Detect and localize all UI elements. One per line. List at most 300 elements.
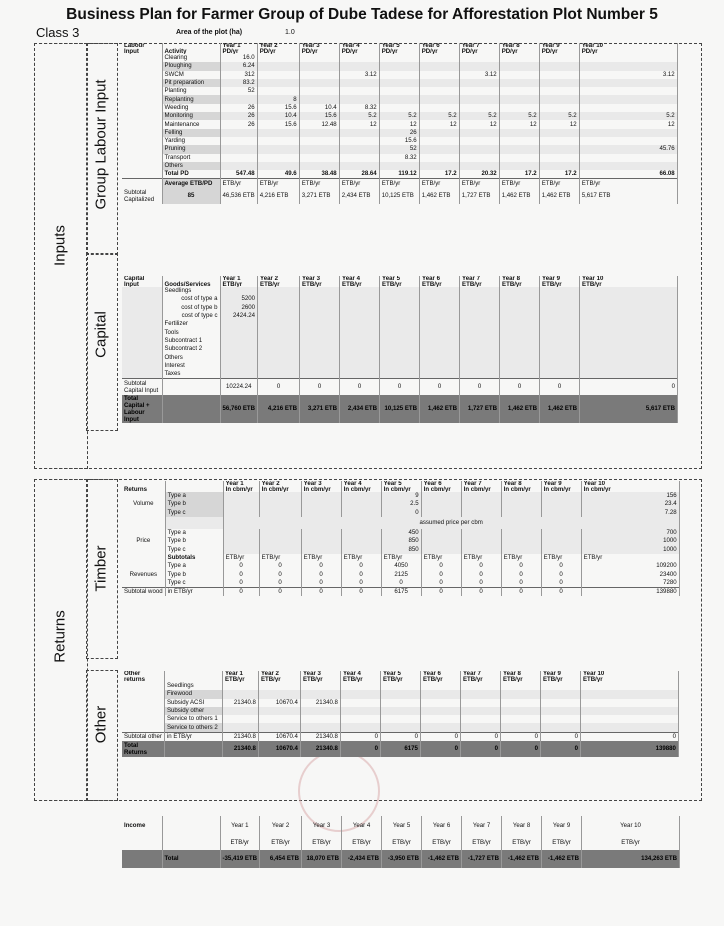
value-cell — [257, 154, 299, 162]
value-cell: 0 — [300, 379, 340, 396]
row-col1 — [122, 682, 164, 690]
value-cell: 83.2 — [220, 79, 257, 87]
value-cell — [258, 715, 300, 723]
value-cell — [379, 87, 419, 95]
value-cell — [541, 509, 581, 517]
value-cell: 0 — [501, 579, 541, 588]
timber-section-label: Timber — [92, 545, 110, 592]
value-cell — [380, 328, 420, 336]
year-header — [460, 276, 500, 287]
row-col1: Volume — [122, 500, 165, 508]
value-cell — [459, 62, 499, 70]
value-cell: 156 — [581, 492, 679, 500]
value-cell — [258, 345, 300, 353]
subtotal-row — [122, 379, 678, 396]
value-cell — [299, 95, 339, 103]
value-cell — [540, 370, 580, 379]
value-cell — [499, 87, 539, 95]
value-cell — [579, 79, 677, 87]
value-cell — [380, 370, 420, 379]
year-header — [341, 481, 381, 492]
value-cell — [420, 690, 460, 698]
value-cell — [258, 707, 300, 715]
year-header — [259, 481, 301, 492]
value-cell: 5.2 — [339, 112, 379, 120]
value-cell — [340, 345, 380, 353]
value-cell — [379, 54, 419, 62]
unit-cell: ETB/yr — [301, 554, 341, 562]
value-cell — [258, 328, 300, 336]
unit-label: ETB/yr — [342, 280, 362, 287]
value-cell — [380, 312, 420, 320]
unit-label: ETB/yr — [302, 280, 322, 287]
value-cell — [500, 699, 540, 707]
value-cell — [300, 295, 340, 303]
value-cell — [300, 362, 340, 370]
value-cell: 0 — [460, 379, 500, 396]
value-cell: 2,434 ETB — [339, 188, 379, 204]
value-cell: 16.0 — [220, 54, 257, 62]
table-row — [122, 71, 677, 79]
value-cell: 52 — [379, 145, 419, 153]
area-value: 1.0 — [285, 29, 295, 36]
value-cell — [220, 129, 257, 137]
value-cell: 8 — [257, 95, 299, 103]
year-header — [300, 671, 340, 682]
value-cell: 0 — [381, 579, 421, 588]
value-cell: 3,271 ETB — [299, 188, 339, 204]
unit-label: PD/yr — [222, 47, 239, 54]
row-col1 — [122, 87, 162, 95]
value-cell — [580, 353, 678, 361]
value-cell: 7.28 — [581, 509, 679, 517]
value-cell — [340, 715, 380, 723]
value-cell: 3.12 — [459, 71, 499, 79]
value-cell — [220, 154, 257, 162]
year-label: Year 1 — [225, 481, 244, 487]
table-row — [122, 62, 677, 70]
total-capital-row — [122, 395, 678, 423]
value-cell: 0 — [341, 562, 381, 570]
value-cell: 4050 — [381, 562, 421, 570]
value-cell: 1,462 ETB — [499, 188, 539, 204]
value-cell — [420, 682, 460, 690]
value-cell — [500, 715, 540, 723]
unit-label: In cbm/yr — [503, 485, 531, 492]
value-cell — [420, 707, 460, 715]
value-cell: 17.2 — [419, 170, 459, 179]
value-cell — [419, 62, 459, 70]
total-label: Total Capital + Labour Input — [122, 395, 162, 423]
table-row — [122, 545, 679, 553]
row-label: SWCM — [162, 71, 220, 79]
value-cell — [301, 545, 341, 553]
value-cell — [301, 500, 341, 508]
value-cell: 5.2 — [419, 112, 459, 120]
value-cell: 1,462 ETB — [539, 188, 579, 204]
row-col1 — [122, 295, 162, 303]
year-label: Year 3 — [302, 671, 321, 677]
subtotals-header-row — [122, 554, 679, 562]
row-col1 — [122, 509, 165, 517]
row-label: Subcontract 2 — [162, 345, 220, 353]
value-cell — [380, 682, 420, 690]
year-label: Year 9 — [543, 481, 562, 487]
value-cell — [220, 162, 257, 170]
value-cell — [539, 129, 579, 137]
value-cell — [540, 337, 580, 345]
value-cell: 547.48 — [220, 170, 257, 179]
assumed-price-row — [122, 517, 679, 529]
value-cell: 0 — [460, 732, 500, 741]
value-cell — [501, 529, 541, 537]
value-cell: 9 — [381, 492, 421, 500]
row-label: Seedlings — [164, 682, 222, 690]
year-label: Year 7 — [462, 671, 481, 677]
value-cell — [540, 328, 580, 336]
row-label: Type a — [165, 562, 223, 570]
value-cell — [580, 699, 678, 707]
unit-cell: ETB/yr — [419, 179, 459, 188]
unit-label: ETB/yr — [260, 675, 281, 682]
value-cell: 0 — [223, 562, 259, 570]
unit-label: ETB/yr — [542, 675, 563, 682]
value-cell — [499, 71, 539, 79]
value-cell: 6,454 ETB — [260, 850, 302, 868]
value-cell — [379, 62, 419, 70]
value-cell: 0 — [501, 562, 541, 570]
value-cell: 0 — [501, 570, 541, 578]
year-header — [380, 276, 420, 287]
value-cell: -1,462 ETB — [502, 850, 542, 868]
row-col1 — [122, 320, 162, 328]
value-cell — [460, 370, 500, 379]
value-cell — [257, 129, 299, 137]
value-cell — [420, 699, 460, 707]
value-cell: 139880 — [580, 741, 678, 757]
value-cell: 12 — [419, 120, 459, 128]
value-cell — [339, 87, 379, 95]
value-cell — [539, 54, 579, 62]
unit-label: ETB/yr — [422, 675, 443, 682]
year-header: Year 2 — [260, 816, 302, 836]
value-cell: 0 — [301, 579, 341, 588]
year-header — [461, 481, 501, 492]
value-cell — [420, 295, 460, 303]
unit-cell: ETB/yr — [223, 554, 259, 562]
year-header: Year 7 — [462, 816, 502, 836]
value-cell — [540, 353, 580, 361]
value-cell — [379, 95, 419, 103]
value-cell — [500, 304, 540, 312]
value-cell: 0 — [341, 579, 381, 588]
value-cell: 0 — [580, 732, 678, 741]
row-label: Subsidy ACSI — [164, 699, 222, 707]
value-cell — [341, 492, 381, 500]
total-label: Total Returns — [122, 741, 164, 757]
value-cell: 0 — [301, 570, 341, 578]
value-cell — [257, 62, 299, 70]
row-label: Fertilizer — [162, 320, 220, 328]
year-label: Year 2 — [260, 671, 279, 677]
value-cell: 0 — [223, 579, 259, 588]
value-cell: 15.6 — [379, 137, 419, 145]
value-cell — [259, 500, 301, 508]
unit-label: In cbm/yr — [303, 485, 331, 492]
value-cell — [340, 707, 380, 715]
value-cell: 5.2 — [499, 112, 539, 120]
value-cell — [259, 545, 301, 553]
value-cell: 38.48 — [299, 170, 339, 179]
value-cell — [222, 690, 258, 698]
row-label: Type b — [165, 537, 223, 545]
unit-label: In cbm/yr — [423, 485, 451, 492]
unit-label: In cbm/yr — [343, 485, 371, 492]
value-cell — [380, 304, 420, 312]
value-cell — [300, 690, 340, 698]
value-cell — [580, 723, 678, 732]
row-col2 — [164, 741, 222, 757]
table-row — [122, 353, 678, 361]
value-cell — [419, 87, 459, 95]
year-header — [500, 276, 540, 287]
value-cell — [459, 87, 499, 95]
value-cell — [339, 54, 379, 62]
value-cell — [259, 492, 301, 500]
value-cell — [499, 137, 539, 145]
subtotal-label: Subtotal other — [122, 732, 164, 741]
value-cell — [539, 87, 579, 95]
value-cell — [340, 295, 380, 303]
year-header — [580, 671, 678, 682]
year-header — [540, 276, 580, 287]
value-cell — [299, 79, 339, 87]
value-cell: 2125 — [381, 570, 421, 578]
value-cell — [419, 104, 459, 112]
value-cell: 0 — [301, 562, 341, 570]
value-cell — [460, 723, 500, 732]
value-cell — [421, 537, 461, 545]
value-cell — [220, 287, 258, 295]
value-cell: 0 — [461, 587, 501, 596]
table-row — [122, 162, 677, 170]
table-row — [122, 699, 678, 707]
value-cell — [300, 723, 340, 732]
other-section-label: Other — [92, 705, 110, 744]
value-cell — [540, 723, 580, 732]
row-col1 — [122, 850, 162, 868]
value-cell: 450 — [381, 529, 421, 537]
value-cell: 17.2 — [539, 170, 579, 179]
value-cell — [501, 492, 541, 500]
value-cell — [339, 137, 379, 145]
year-label: Year 4 — [342, 276, 360, 282]
value-cell — [421, 529, 461, 537]
value-cell — [339, 145, 379, 153]
table-row — [122, 104, 677, 112]
value-cell — [340, 353, 380, 361]
value-cell — [259, 529, 301, 537]
value-cell: 0 — [541, 570, 581, 578]
value-cell — [379, 71, 419, 79]
value-cell: 0 — [540, 732, 580, 741]
value-cell — [460, 707, 500, 715]
row-col1 — [122, 71, 162, 79]
table-row — [122, 337, 678, 345]
year-header — [459, 43, 499, 54]
year-header — [301, 481, 341, 492]
value-cell: 0 — [259, 587, 301, 596]
value-cell — [460, 682, 500, 690]
value-cell — [541, 492, 581, 500]
row-label: Type b — [165, 500, 223, 508]
year-label: Year 6 — [422, 671, 441, 677]
value-cell — [539, 145, 579, 153]
value-cell: 1,462 ETB — [540, 395, 580, 423]
row-col1 — [122, 337, 162, 345]
value-cell: 4,216 ETB — [257, 188, 299, 204]
row-label: Type c — [165, 579, 223, 588]
row-col1: Price — [122, 537, 165, 545]
value-cell — [339, 162, 379, 170]
value-cell: 2,434 ETB — [340, 395, 380, 423]
value-cell — [540, 304, 580, 312]
header-col1: Capital Input — [122, 276, 162, 287]
value-cell — [220, 353, 258, 361]
value-cell — [501, 537, 541, 545]
value-cell: 21340.8 — [300, 699, 340, 707]
value-cell — [339, 95, 379, 103]
table-row — [122, 579, 679, 588]
row-col1 — [122, 362, 162, 370]
value-cell — [500, 707, 540, 715]
value-cell — [340, 328, 380, 336]
row-label: Firewood — [164, 690, 222, 698]
row-col1 — [122, 145, 162, 153]
value-cell — [499, 79, 539, 87]
value-cell: 0 — [420, 741, 460, 757]
unit-cell: ETB/yr — [462, 836, 502, 850]
unit-cell: ETB/yr — [542, 836, 582, 850]
unit-cell: ETB/yr — [502, 836, 542, 850]
value-cell: 21340.8 — [222, 732, 258, 741]
value-cell — [499, 154, 539, 162]
year-label: Year 10 — [583, 481, 605, 487]
value-cell: -2,434 ETB — [342, 850, 382, 868]
returns-section-label: Returns — [51, 610, 69, 663]
value-cell: 21340.8 — [222, 699, 258, 707]
value-cell: 52 — [220, 87, 257, 95]
unit-label: PD/yr — [421, 47, 438, 54]
value-cell — [380, 707, 420, 715]
value-cell — [223, 545, 259, 553]
value-cell: 56,760 ETB — [220, 395, 258, 423]
value-cell — [257, 145, 299, 153]
value-cell: 10,125 ETB — [380, 395, 420, 423]
year-label: Year 2 — [260, 276, 278, 282]
value-cell — [220, 137, 257, 145]
value-cell — [580, 370, 678, 379]
value-cell: 6175 — [381, 587, 421, 596]
value-cell — [460, 304, 500, 312]
value-cell — [540, 682, 580, 690]
year-header — [500, 671, 540, 682]
value-cell: 10670.4 — [258, 699, 300, 707]
table-row — [122, 509, 679, 517]
row-label: Tools — [162, 328, 220, 336]
value-cell: 5,617 ETB — [579, 188, 677, 204]
value-cell — [222, 715, 258, 723]
value-cell — [420, 723, 460, 732]
inputs-section-label: Inputs — [51, 225, 69, 266]
value-cell — [461, 537, 501, 545]
value-cell — [341, 500, 381, 508]
header-row — [122, 481, 679, 492]
unit-label: ETB/yr — [462, 280, 482, 287]
value-cell — [499, 162, 539, 170]
value-cell — [499, 95, 539, 103]
value-cell — [223, 509, 259, 517]
value-cell: 15.6 — [257, 120, 299, 128]
value-cell — [540, 295, 580, 303]
table-row — [122, 345, 678, 353]
table-row — [122, 690, 678, 698]
value-cell: 312 — [220, 71, 257, 79]
value-cell — [299, 137, 339, 145]
value-cell — [500, 362, 540, 370]
value-cell — [300, 345, 340, 353]
value-cell: 49.6 — [257, 170, 299, 179]
value-cell — [419, 54, 459, 62]
value-cell: 1,462 ETB — [420, 395, 460, 423]
value-cell — [257, 54, 299, 62]
row-col1 — [122, 690, 164, 698]
value-cell: 0 — [461, 570, 501, 578]
value-cell — [420, 304, 460, 312]
row-col1 — [122, 353, 162, 361]
year-header — [539, 43, 579, 54]
value-cell — [540, 707, 580, 715]
value-cell — [379, 104, 419, 112]
value-cell — [299, 71, 339, 79]
row-col2 — [162, 395, 220, 423]
average-label: Average ETB/PD — [162, 179, 220, 188]
value-cell — [340, 337, 380, 345]
value-cell: 1000 — [581, 537, 679, 545]
value-cell — [300, 707, 340, 715]
value-cell — [500, 353, 540, 361]
value-cell: 26 — [379, 129, 419, 137]
value-cell — [379, 162, 419, 170]
value-cell — [258, 353, 300, 361]
value-cell — [461, 509, 501, 517]
capital-section-label: Capital — [92, 311, 110, 358]
unit-cell: ETB/yr — [381, 554, 421, 562]
year-header — [540, 671, 580, 682]
value-cell: 0 — [258, 379, 300, 396]
value-cell: 139880 — [581, 587, 679, 596]
value-cell — [459, 54, 499, 62]
header-col2 — [164, 671, 222, 682]
row-label: Others — [162, 162, 220, 170]
value-cell — [540, 715, 580, 723]
year-header — [223, 481, 259, 492]
value-cell — [460, 353, 500, 361]
value-cell — [460, 287, 500, 295]
unit-cell: ETB/yr — [302, 836, 342, 850]
value-cell — [220, 95, 257, 103]
area-label: Area of the plot (ha) — [176, 29, 243, 36]
